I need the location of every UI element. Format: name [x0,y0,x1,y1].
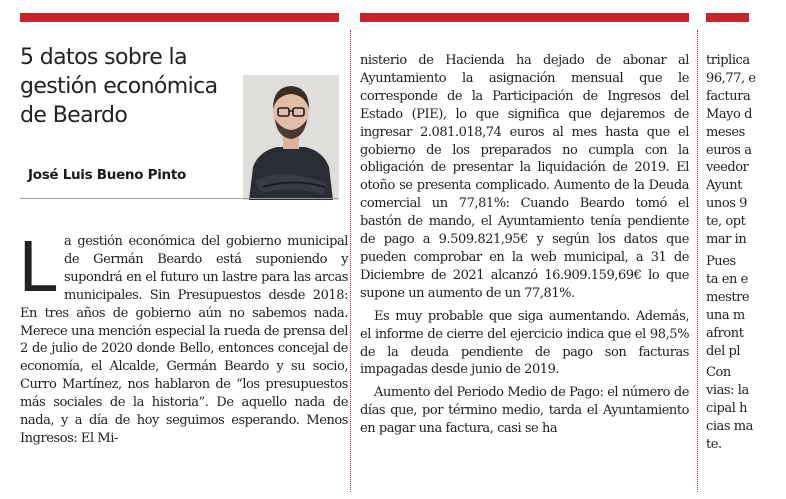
author-photo [243,75,339,200]
drop-cap: L [18,228,56,308]
column-line: veedor [706,160,749,176]
column-line: del pl [706,343,741,359]
column-line: factura [706,88,751,104]
section-bar-col2 [360,13,689,22]
body-paragraph: nisterio de Hacienda ha dejado de abonar al Ayuntamiento la asignación mensual que le corresponde de la Participación de Ingresos del Estado (PIE), lo que significa que dejaremos de ingresar 2.081.018,74 euros al mes hasta que el gobierno de los preparados no cumpla con la obligación de presentar la liquidación de 2019. El otoño se presenta complicado. Aumento de la Deuda comercial un 77,81%: Cuando Beardo tomó el bastón de mando, el Ayuntamiento tenía pendiente de pago a 9.509.821,95€ y según los datos que pueden comprobar en la web municipal, a 31 de Diciembre de 2021 alcanzó 16.909.159,69€ lo que supone un aumento de un 77,81%. [360,53,689,301]
column-line: afront [706,325,744,341]
column-separator-1 [350,30,351,492]
column-line: te, opt [706,214,746,230]
column-line: vias: la [706,383,749,399]
column-line: 96,77, e [706,70,756,86]
column-line: unos 9 [706,196,747,212]
column-line: triplica [706,53,750,68]
column-line: meses [706,124,745,140]
author-byline: José Luis Bueno Pinto [28,167,186,183]
column-line: ta en e [706,271,748,287]
column-line: Con [706,365,731,381]
column-separator-2 [697,30,698,492]
section-bar-col1 [20,13,339,22]
column-line: Mayo d [706,106,752,122]
column-line: euros a [706,142,752,158]
lead-paragraph: a gestión económica del gobierno municipal de Germán Beardo está suponiendo y supondrá en el futuro un lastre para las arcas municipales. Sin Presupuestos desde 2018: En tres años de gobierno aún no sabemos nada. Merece una mención especial la rueda de prensa del 2 de julio de 2020 donde Bello, entonces concejal de economía, el Alcalde, Germán Beardo y su socio, Curro Martínez, nos hablaron de “los presupuestos más sociales de la historia”. De aquello nada de nada, y a día de hoy seguimos esperando. Menos Ingresos: El Mi- [20,234,348,446]
column-line: Pues [706,253,736,269]
column-line: cias ma [706,419,753,435]
body-column-3-cropped [706,52,786,454]
article-title: 5 datos sobre la gestión económica de Beardo [20,45,218,128]
column-line: mar in [706,232,747,248]
column-line: te. [706,437,722,453]
body-column-2 [360,52,689,438]
column-line: una m [706,307,745,323]
column-line: cipal h [706,401,748,417]
body-paragraph: Aumento del Periodo Medio de Pago: el número de días que, por término medio, tarda el Ayuntamiento en pagar una factura, casi se ha [360,385,689,437]
byline-rule [20,198,338,199]
column-line: Ayunt [706,178,742,194]
body-paragraph: Es muy probable que siga aumentando. Además, el informe de cierre del ejercicio indica que el 98,5% de la deuda pendiente de pago son facturas impagadas desde junio de 2019. [360,308,689,378]
column-line: mestre [706,289,750,305]
body-column-1 [18,228,348,448]
section-bar-col3 [706,13,749,22]
